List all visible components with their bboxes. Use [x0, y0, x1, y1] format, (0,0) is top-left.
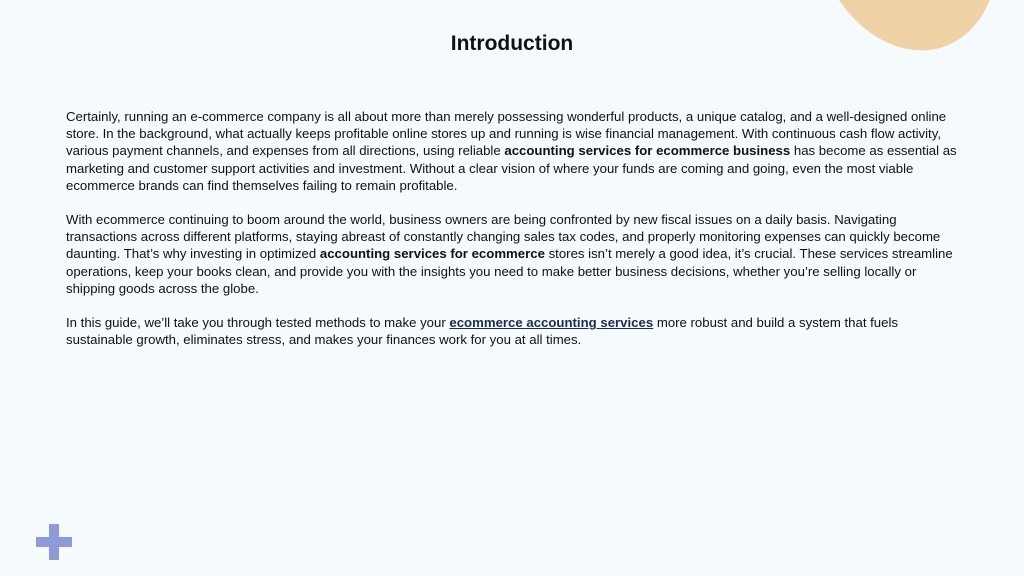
ecommerce-accounting-link[interactable]: ecommerce accounting services [449, 315, 654, 331]
body-text [66, 108, 958, 365]
paragraph-text: Certainly, running an e-commerce company is all about more than merely possessing wonderful products, a unique catalog, and a well-designed online store. In the background, what actually keeps profitable online stores up and running is wise financial management. With continuous cash flow activity, various payment channels, and expenses from all directions, using reliable [66, 109, 947, 159]
paragraph-growth [66, 211, 958, 297]
bold-keyword: accounting services for ecommerce business [504, 143, 791, 159]
paragraph-guide [66, 314, 958, 348]
paragraph-text: has become as essential as marketing and customer support activities and investment. Without a clear vision of where your funds are coming and going, even the most viable ecommerce brands can find themselves failing to remain profitable. [66, 143, 957, 193]
paragraph-text: stores isn’t merely a good idea, it’s crucial. These services streamline operations, keep your books clean, and provide you with the insights you need to make better business decisions, whether you’re selling locally or shipping goods across the globe. [66, 246, 953, 296]
bold-keyword: accounting services for ecommerce [319, 246, 545, 262]
plus-icon [36, 524, 72, 560]
paragraph-text: In this guide, we’ll take you through tested methods to make your [66, 315, 450, 331]
paragraph-text: more robust and build a system that fuels sustainable growth, eliminates stress, and makes your finances work for you at all times. [66, 315, 898, 348]
plus-icon-vertical-bar [49, 524, 59, 560]
paragraph-intro [66, 108, 958, 194]
paragraph-text: With ecommerce continuing to boom around the world, business owners are being confronted by new fiscal issues on a daily basis. Navigating transactions across different platforms, staying abreast of constantly changing sales tax codes, and properly monitoring expenses can quickly become daunting. That’s why investing in optimized [66, 212, 941, 262]
page-title: Introduction [450, 32, 574, 55]
